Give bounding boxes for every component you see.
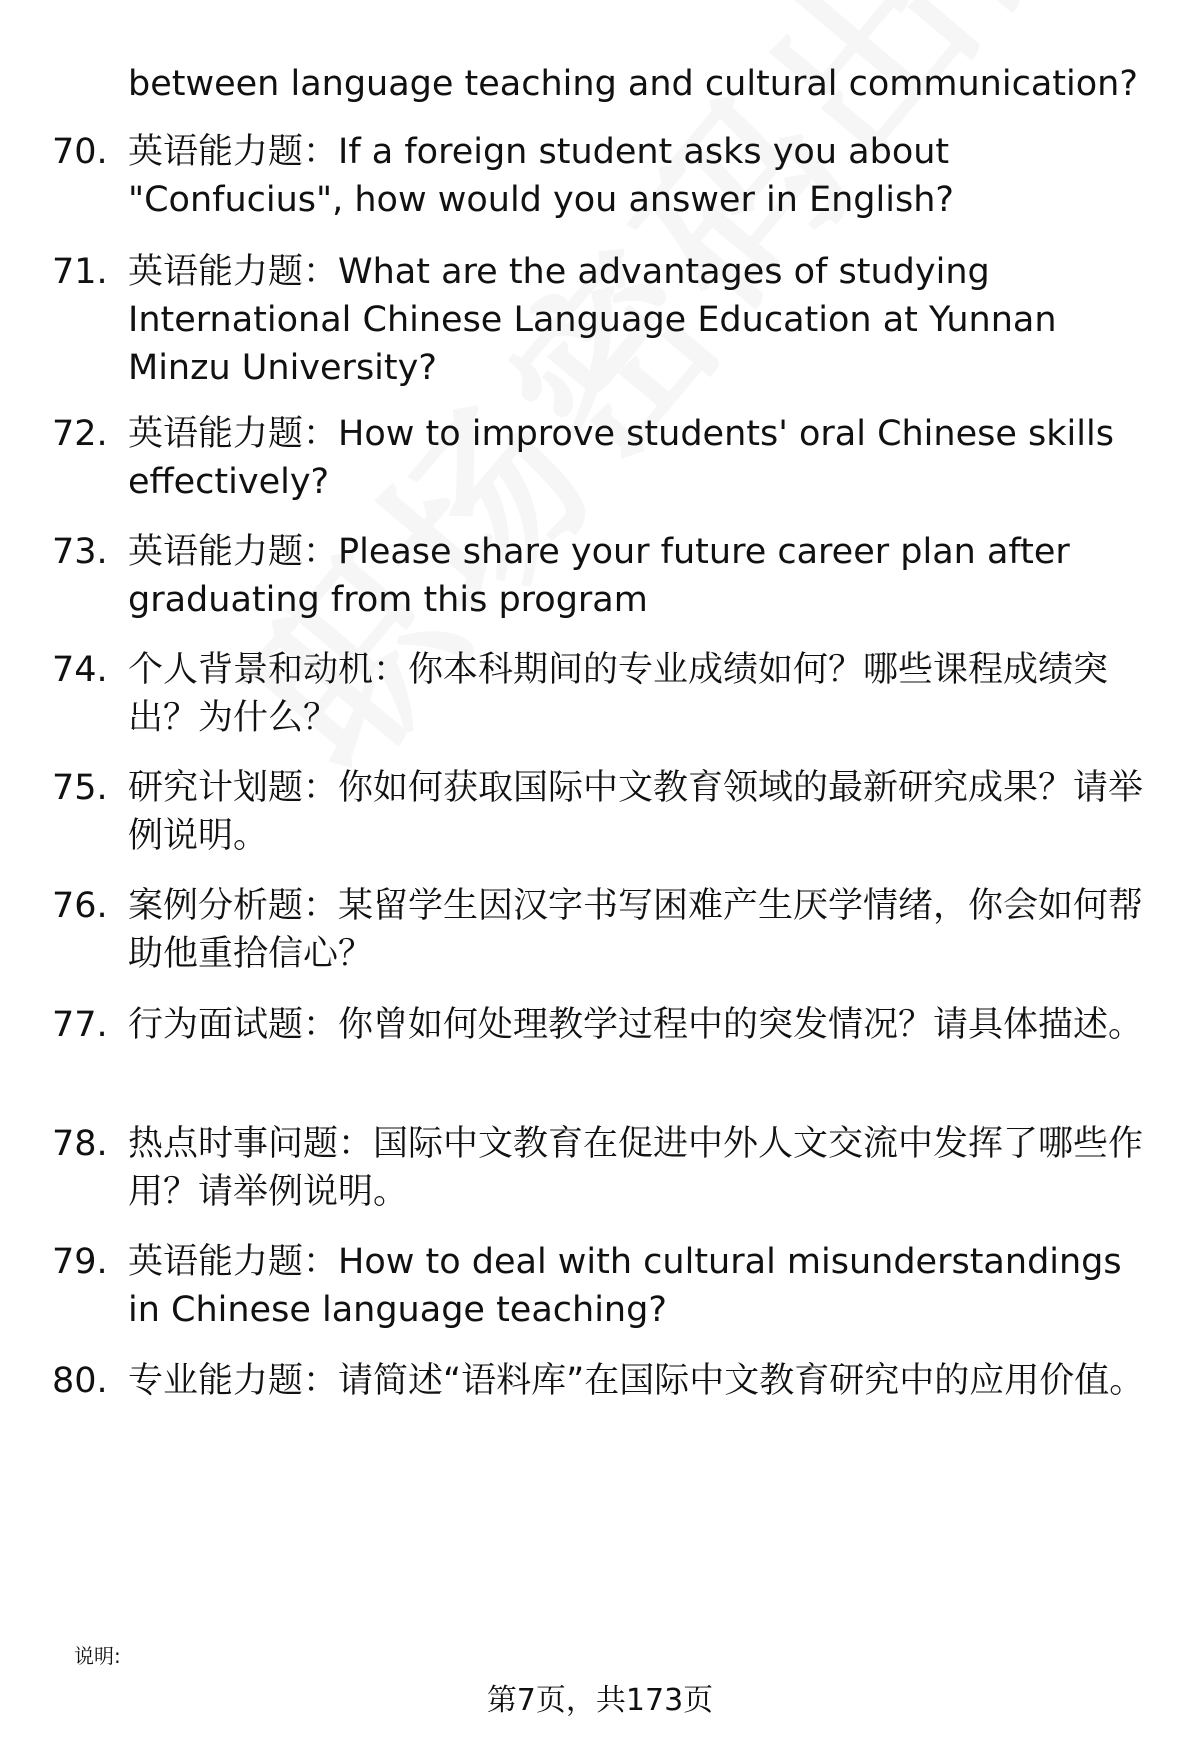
question-text: 英语能力题：How to deal with cultural misunderstandings in Chinese language teaching? xyxy=(128,1242,1122,1330)
question-number: 73. xyxy=(52,532,108,572)
question-text: 热点时事问题：国际中文教育在促进中外人文交流中发挥了哪些作用？请举例说明。 xyxy=(128,1124,1144,1212)
question-number: 70. xyxy=(52,132,108,172)
question-number: 79. xyxy=(52,1242,108,1282)
question-text: 英语能力题：How to improve students' oral Chinese skills effectively? xyxy=(128,414,1114,502)
question-text: 研究计划题：你如何获取国际中文教育领域的最新研究成果？请举例说明。 xyxy=(128,768,1144,856)
question-text: 案例分析题：某留学生因汉字书写困难产生厌学情绪，你会如何帮助他重拾信心？ xyxy=(128,886,1144,974)
question-number: 77. xyxy=(52,1005,108,1045)
question-text: 英语能力题：Please share your future career plan after graduating from this program xyxy=(128,532,1070,620)
question-text: 行为面试题：你曾如何处理教学过程中的突发情况？请具体描述。 xyxy=(128,1005,1144,1045)
question-text: 专业能力题：请简述“语料库”在国际中文教育研究中的应用价值。 xyxy=(128,1361,1145,1401)
question-text: 个人背景和动机：你本科期间的专业成绩如何？哪些课程成绩突出？为什么？ xyxy=(128,650,1109,738)
question-number: 74. xyxy=(52,650,108,690)
question-number: 75. xyxy=(52,768,108,808)
note-label: 说明: xyxy=(74,1644,121,1668)
question-number: 78. xyxy=(52,1124,108,1164)
question-number: 71. xyxy=(52,252,108,292)
question-number: 80. xyxy=(52,1361,108,1401)
question-number: 72. xyxy=(52,414,108,454)
question-text: 英语能力题：What are the advantages of studying International Chinese Language Education at Yunnan Minzu University? xyxy=(128,252,1057,388)
page-footer: 第7页，共173页 xyxy=(486,1683,714,1718)
question-text: between language teaching and cultural communication? xyxy=(128,64,1138,104)
question-text: 英语能力题：If a foreign student asks you about "Confucius", how would you answer in English? xyxy=(128,132,954,220)
question-number: 76. xyxy=(52,886,108,926)
